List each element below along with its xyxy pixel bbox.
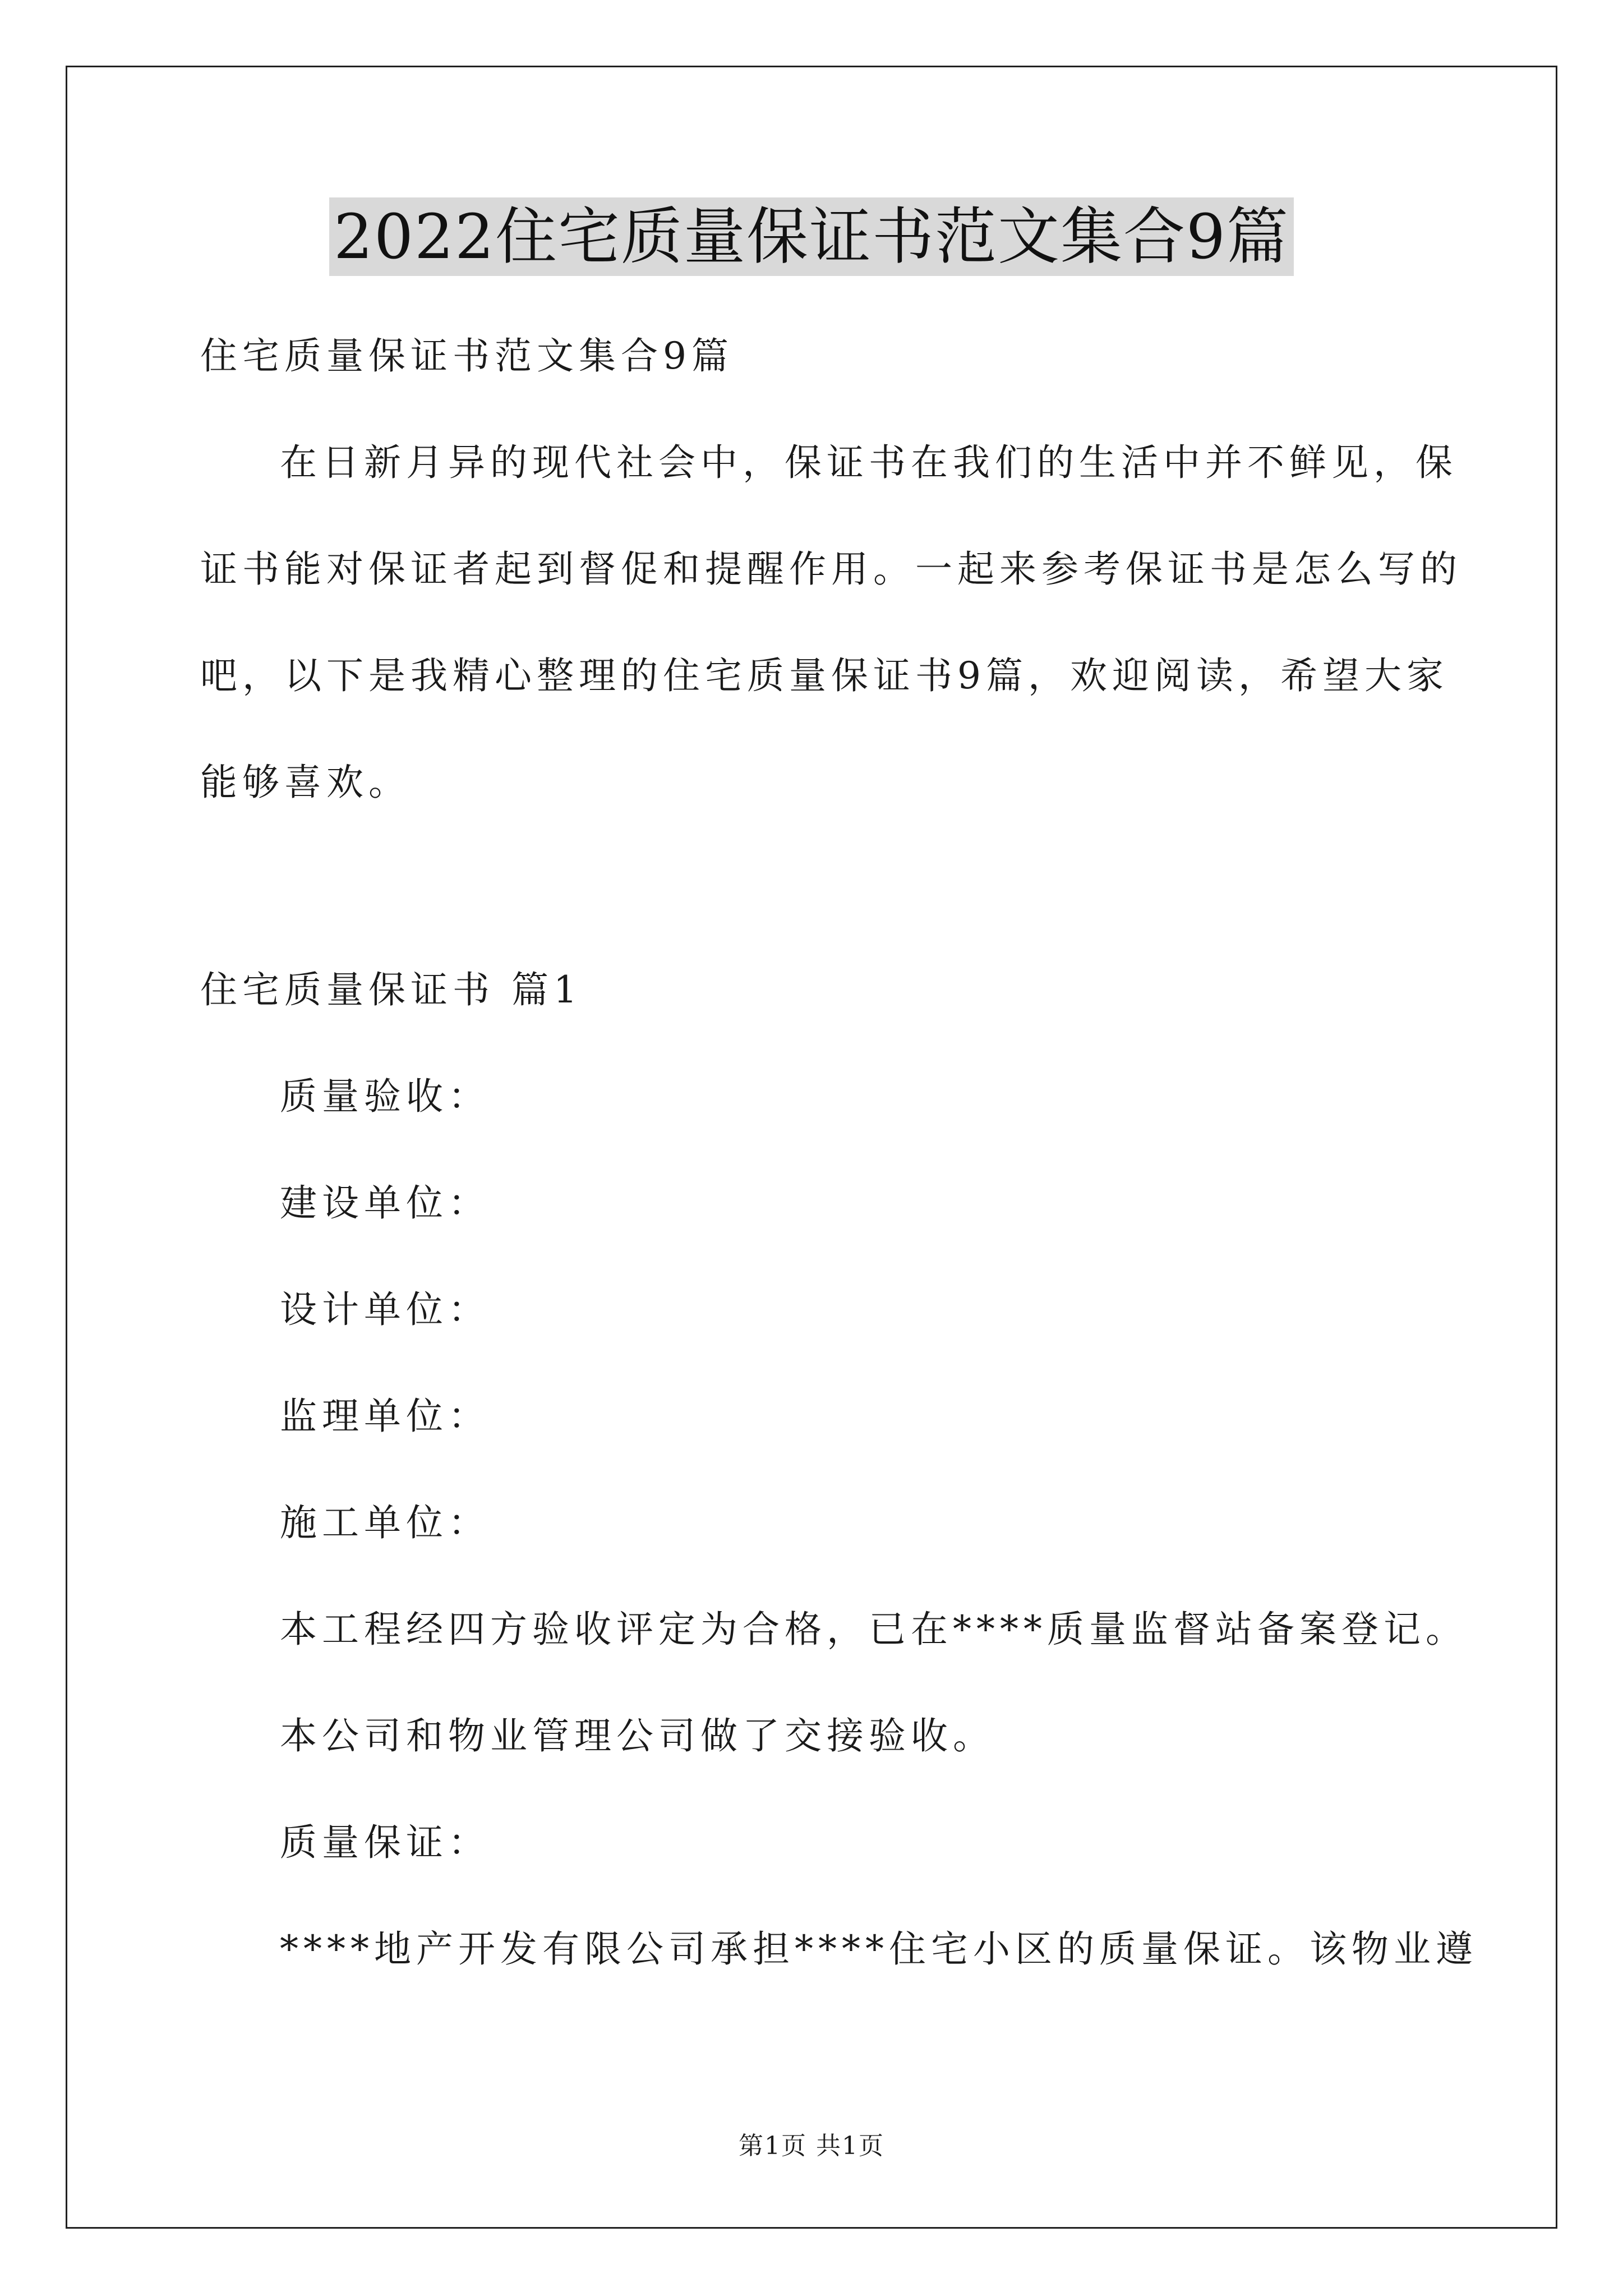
section-item: 本工程经四方验收评定为合格，已在****质量监督站备案登记。 bbox=[280, 1608, 1468, 1651]
section-item: 设计单位： bbox=[280, 1288, 490, 1331]
section-item: ****地产开发有限公司承担****住宅小区的质量保证。该物业遵 bbox=[280, 1927, 1478, 1971]
document-subtitle: 住宅质量保证书范文集合9篇 bbox=[200, 334, 734, 378]
intro-line: 能够喜欢。 bbox=[200, 761, 411, 804]
section-item: 监理单位： bbox=[280, 1395, 490, 1438]
section-item: 建设单位： bbox=[280, 1181, 490, 1225]
title-container bbox=[0, 197, 1623, 276]
section-heading: 住宅质量保证书 篇1 bbox=[200, 968, 582, 1011]
intro-line: 吧，以下是我精心整理的住宅质量保证书9篇，欢迎阅读，希望大家 bbox=[200, 654, 1449, 697]
section-item: 质量保证： bbox=[280, 1821, 490, 1864]
intro-line: 证书能对保证者起到督促和提醒作用。一起来参考保证书是怎么写的 bbox=[200, 547, 1462, 591]
intro-line: 在日新月异的现代社会中，保证书在我们的生活中并不鲜见，保 bbox=[280, 441, 1458, 484]
section-item: 施工单位： bbox=[280, 1501, 490, 1544]
section-item: 本公司和物业管理公司做了交接验收。 bbox=[280, 1714, 995, 1757]
document-title: 2022住宅质量保证书范文集合9篇 bbox=[329, 197, 1294, 276]
section-item: 质量验收： bbox=[280, 1075, 490, 1118]
intro-paragraph bbox=[200, 438, 1462, 808]
page-footer: 第1页 共1页 bbox=[739, 2132, 884, 2160]
document-body bbox=[200, 331, 1478, 1975]
